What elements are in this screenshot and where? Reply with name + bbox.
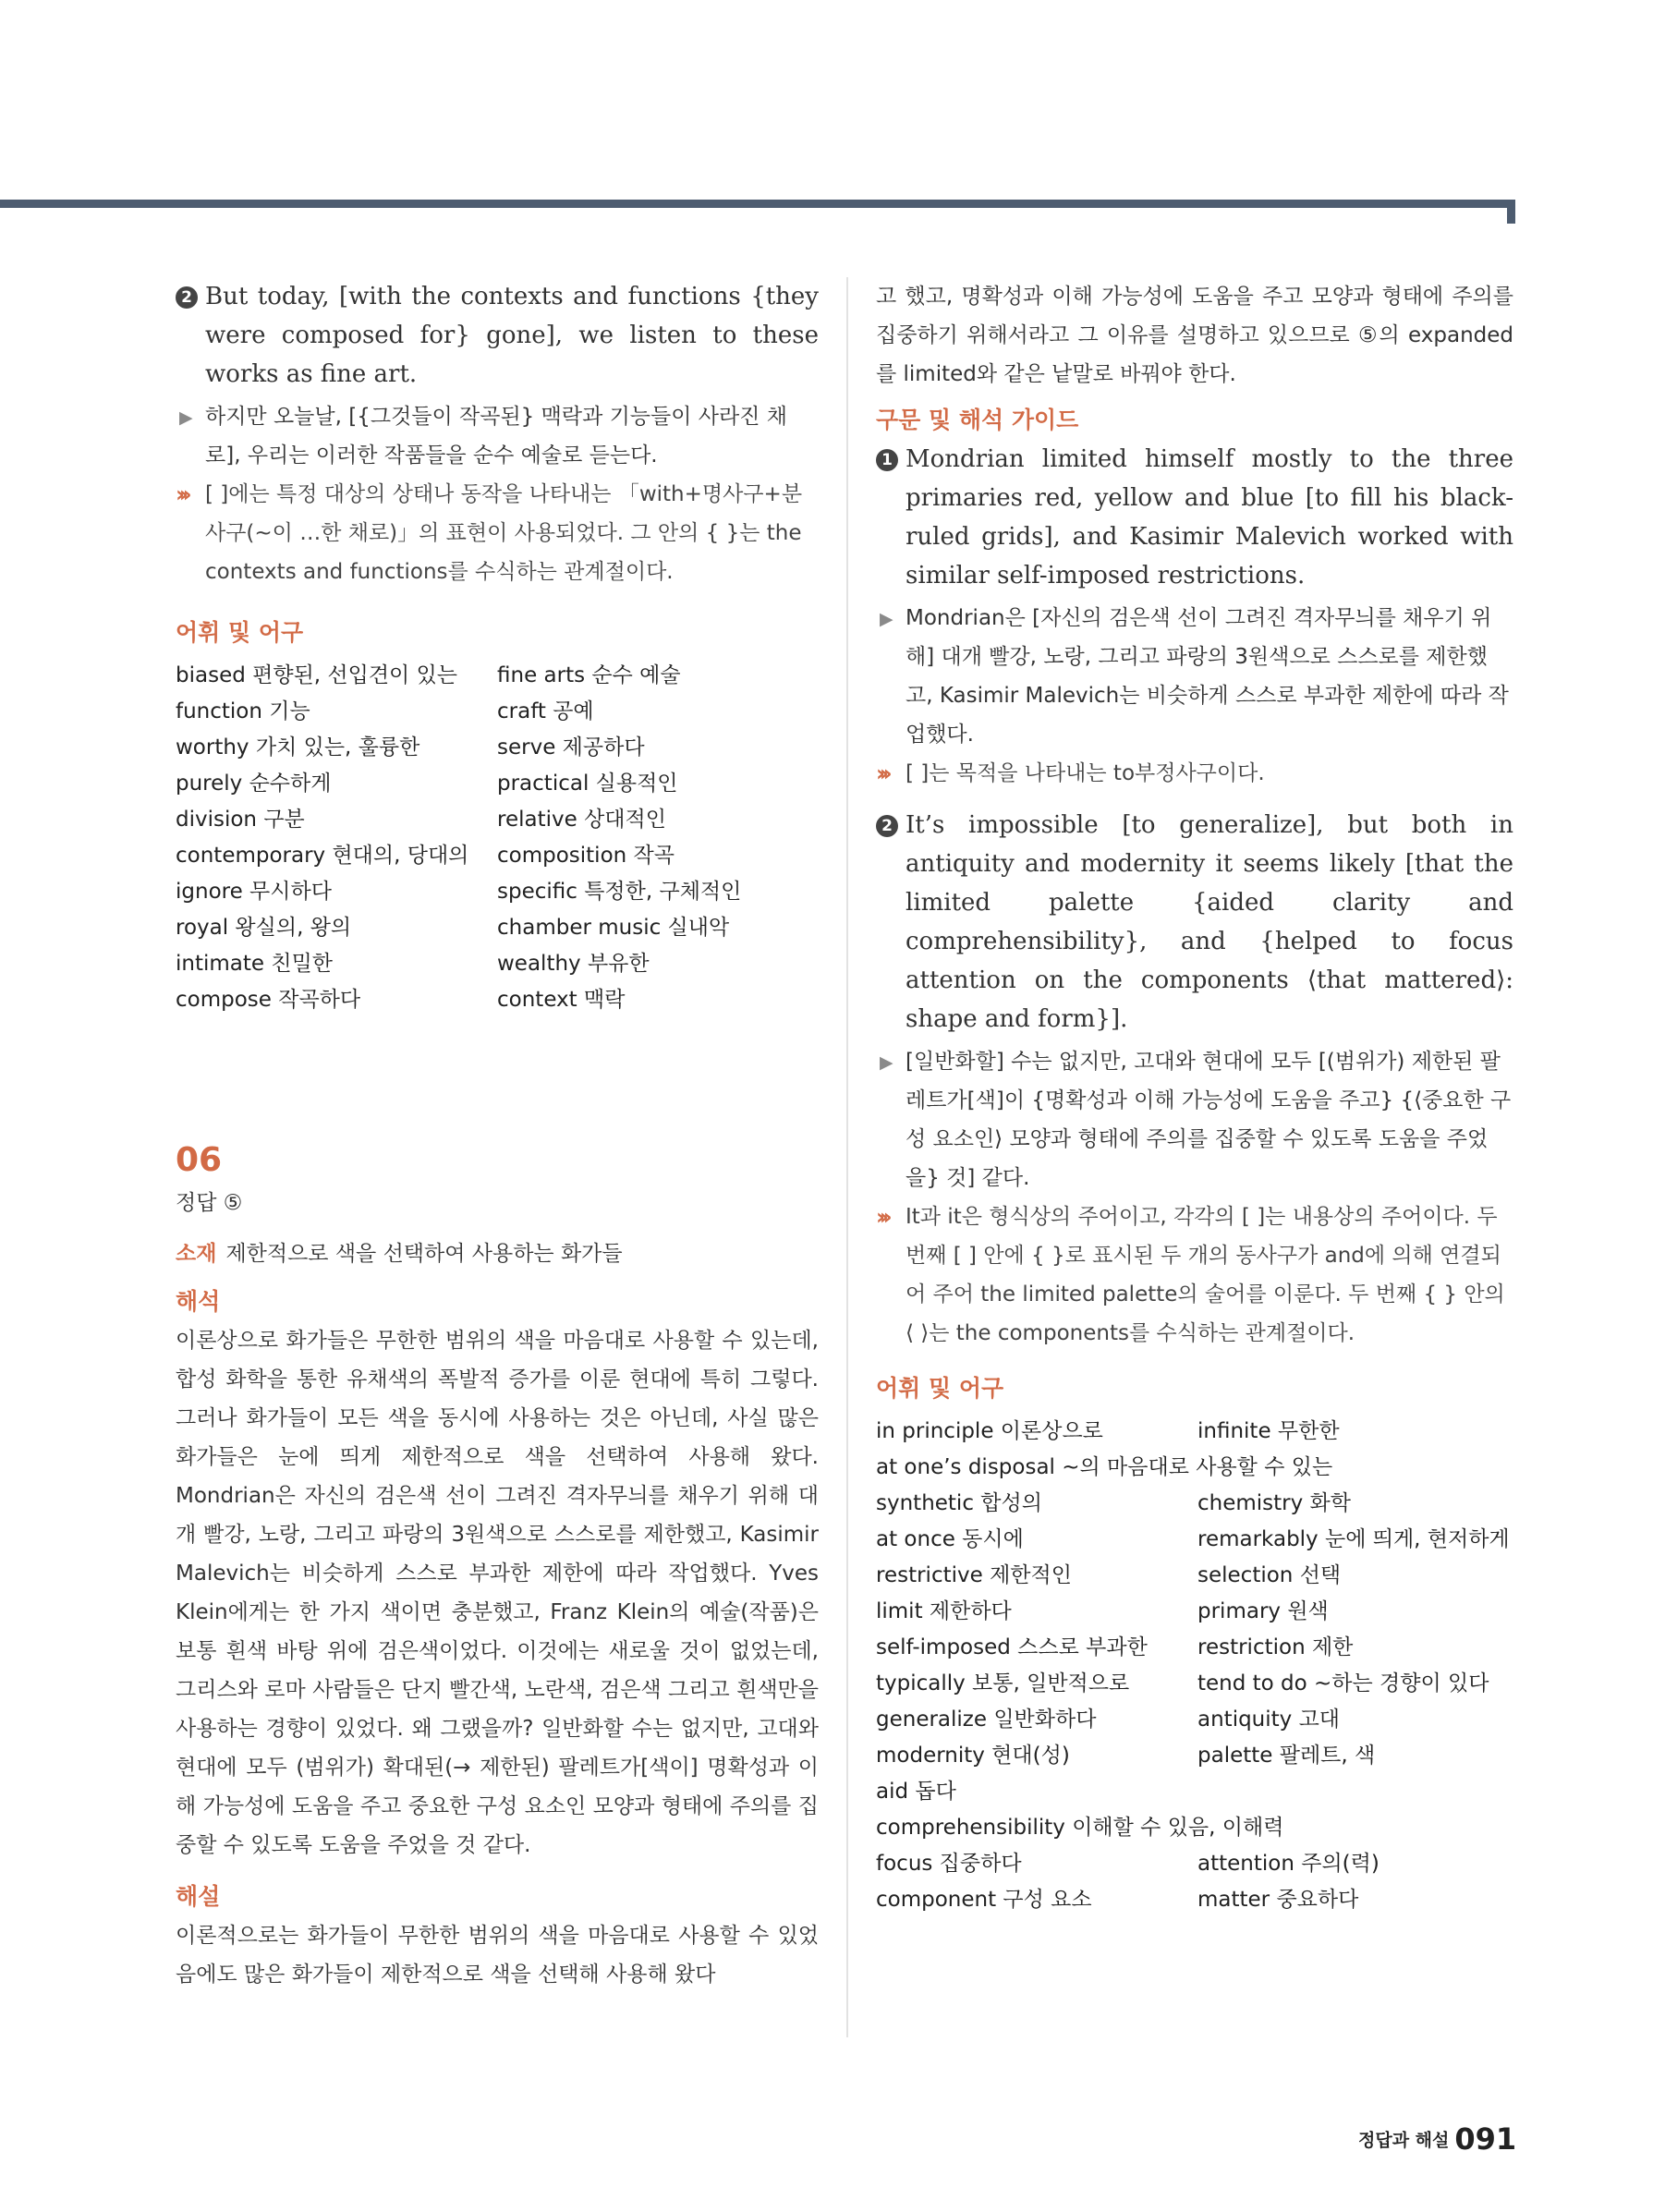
- vocab-heading: 어휘 및 어구: [176, 619, 304, 646]
- vocab-item: fine arts 순수 예술: [497, 663, 681, 687]
- vocab-item: craft 공예: [497, 699, 594, 723]
- vocab-item: aid 돕다: [876, 1780, 956, 1804]
- vocab-list: [176, 658, 819, 1018]
- vocab-item: tend to do ~하는 경향이 있다: [1197, 1671, 1489, 1695]
- vocab-item: focus 집중하다: [876, 1852, 1022, 1876]
- vocab-item: context 맥락: [497, 988, 626, 1012]
- vocab-item: relative 상대적인: [497, 808, 666, 832]
- grammar-note: [876, 754, 1513, 793]
- page-number: 091: [1454, 2121, 1517, 2157]
- column-divider: [846, 277, 848, 2037]
- vocab-item: intimate 친밀한: [176, 952, 334, 976]
- vocab-item: palette 팔레트, 색: [1197, 1744, 1376, 1768]
- translation-text: 하지만 오늘날, [{그것들이 작곡된} 맥락과 기능들이 사라진 채로], 우리는 이러한 작품들을 순수 예술로 듣는다.: [205, 405, 787, 468]
- vocab-item: compose 작곡하다: [176, 988, 361, 1012]
- sentence-text: Mondrian limited himself mostly to the three primaries red, yellow and blue [to fill his black-ruled grids], and Kasimir Malevich worked with similar self-imposed restrictions.: [906, 445, 1513, 589]
- vocab-item: modernity 현대(성): [876, 1744, 1070, 1768]
- grammar-note: [876, 1197, 1513, 1353]
- vocab-list: [876, 1414, 1513, 1918]
- translation-paragraph: 이론상으로 화가들은 무한한 범위의 색을 마음대로 사용할 수 있는데, 합성 화학을 통한 유채색의 폭발적 증가를 이룬 현대에 특히 그렇다. 그러나 화가들이 모든 색을 동시에 사용하는 것은 아닌데, 사실 많은 화가들은 눈에 띄게 제한적으로 색을 선택하여 사용해 왔다. Mondrian은 자신의 검은색 선이 그려진 격자무늬를 채우기 위해 대개 빨강, 노랑, 그리고 파랑의 3원색으로 스스로를 제한했고, Kasimir Malevich는 비슷하게 스스로 부과한 제한에 따라 작업했다. Yves Klein에게는 한 가지 색이면 충분했고, Franz Klein의 예술(작품)은 보통 흰색 바탕 위에 검은색이었다. 이것에는 새로울 것이 없었는데, 그리스와 로마 사람들은 단지 빨간색, 노란색, 검은색 그리고 흰색만을 사용하는 경향이 있었다. 왜 그랬을까? 일반화할 수는 없지만, 고대와 현대에 모두 (범위가) 확대된(→ 제한된) 팔레트가[색이] 명확성과 이해 가능성에 도움을 주고 중요한 구성 요소인 모양과 형태에 주의를 집중할 수 있도록 도움을 주었을 것 같다.: [176, 1329, 819, 1857]
- vocab-item: attention 주의(력): [1197, 1852, 1380, 1876]
- vocab-item: composition 작곡: [497, 844, 675, 868]
- vocab-item: restriction 제한: [1197, 1635, 1354, 1659]
- sentence-2: [176, 277, 819, 394]
- sentence-translation: [876, 1042, 1513, 1197]
- problem-number: 06: [176, 1141, 223, 1179]
- sentence-translation: [876, 599, 1513, 754]
- sentence-translation: [176, 397, 819, 475]
- vocab-item: primary 원색: [1197, 1599, 1329, 1623]
- left-column: [176, 277, 819, 1994]
- triangle-bullet-icon: ▶: [880, 1052, 893, 1073]
- vocab-item: at once 동시에: [876, 1527, 1024, 1551]
- translation-text: Mondrian은 [자신의 검은색 선이 그려진 격자무늬를 채우기 위해] 대개 빨강, 노랑, 그리고 파랑의 3원색으로 스스로를 제한했고, Kasimir Malevich는 비슷하게 스스로 부과한 제한에 따라 작업했다.: [906, 606, 1509, 747]
- double-chevron-icon: ›››: [876, 1204, 887, 1230]
- vocab-item: comprehensibility 이해할 수 있음, 이해력: [876, 1816, 1284, 1840]
- sentence-1: [876, 440, 1513, 595]
- sentence-2: [876, 806, 1513, 1039]
- vocab-item: in principle 이론상으로: [876, 1419, 1103, 1443]
- answer-line: 정답 ⑤: [176, 1191, 243, 1215]
- vocab-item: ignore 무시하다: [176, 880, 332, 904]
- sentence-text: But today, [with the contexts and functions {they were composed for} gone], we listen to these works as fine art.: [205, 283, 819, 388]
- header-rule: [0, 200, 1515, 208]
- note-text: [ ]는 목적을 나타내는 to부정사구이다.: [906, 761, 1265, 785]
- guide-heading: 구문 및 해석 가이드: [876, 407, 1079, 433]
- explanation-heading: 해설: [176, 1883, 221, 1910]
- vocab-item: component 구성 요소: [876, 1888, 1092, 1912]
- vocab-item: at one’s disposal ~의 마음대로 사용할 수 있는: [876, 1455, 1333, 1479]
- topic-label: 소재: [176, 1242, 217, 1266]
- vocab-item: chamber music 실내악: [497, 916, 730, 940]
- footer-label: 정답과 해설: [1358, 2130, 1450, 2151]
- vocab-item: generalize 일반화하다: [876, 1708, 1097, 1732]
- note-text: It과 it은 형식상의 주어이고, 각각의 [ ]는 내용상의 주어이다. 두 번째 [ ] 안에 { }로 표시된 두 개의 동사구가 and에 의해 연결되어 주어 the limited palette의 술어를 이룬다. 두 번째 { } 안의 ⟨ ⟩는 the components를 수식하는 관계절이다.: [906, 1205, 1505, 1345]
- explanation-continuation: 고 했고, 명확성과 이해 가능성에 도움을 주고 모양과 형태에 주의를 집중하기 위해서라고 그 이유를 설명하고 있으므로 ⑤의 expanded를 limited와 같은 낱말로 바꿔야 한다.: [876, 285, 1513, 386]
- page-footer: [1358, 2121, 1516, 2157]
- vocab-item: [1197, 1774, 1512, 1810]
- vocab-item: infinite 무한한: [1197, 1419, 1340, 1443]
- vocab-item: worthy 가치 있는, 훌륭한: [176, 735, 420, 760]
- vocab-item: practical 실용적인: [497, 772, 678, 796]
- number-badge: 2: [876, 815, 898, 837]
- note-text: [ ]에는 특정 대상의 상태나 동작을 나타내는 「with+명사구+분사구(~이 …한 채로)」의 표현이 사용되었다. 그 안의 { }는 the contexts and functions를 수식하는 관계절이다.: [205, 482, 803, 584]
- vocab-item: contemporary 현대의, 당대의: [176, 844, 469, 868]
- vocab-item: division 구분: [176, 808, 305, 832]
- vocab-item: biased 편향된, 선입견이 있는: [176, 663, 458, 687]
- topic-text: 제한적으로 색을 선택하여 사용하는 화가들: [225, 1242, 623, 1266]
- translation-text: [일반화할] 수는 없지만, 고대와 현대에 모두 [(범위가) 제한된 팔레트가[색]이 {명확성과 이해 가능성에 도움을 주고} {⟨중요한 구성 요소인⟩ 모양과 형태에 주의를 집중할 수 있도록 도움을 주었을} 것] 같다.: [906, 1050, 1512, 1190]
- vocab-item: purely 순수하게: [176, 772, 332, 796]
- vocab-item: royal 왕실의, 왕의: [176, 916, 352, 940]
- vocab-item: typically 보통, 일반적으로: [876, 1671, 1130, 1695]
- triangle-bullet-icon: ▶: [880, 609, 893, 629]
- explanation-paragraph: 이론적으로는 화가들이 무한한 범위의 색을 마음대로 사용할 수 있었음에도 많은 화가들이 제한적으로 색을 선택해 사용해 왔다: [176, 1924, 819, 1987]
- vocab-item: limit 제한하다: [876, 1599, 1012, 1623]
- vocab-item: chemistry 화학: [1197, 1491, 1351, 1515]
- vocab-item: synthetic 합성의: [876, 1491, 1042, 1515]
- vocab-item: antiquity 고대: [1197, 1708, 1341, 1732]
- vocab-item: [1197, 1810, 1512, 1846]
- vocab-item: selection 선택: [1197, 1563, 1342, 1587]
- vocab-item: [1197, 1450, 1512, 1486]
- grammar-note: [176, 475, 819, 591]
- sentence-text: It’s impossible [to generalize], but both in antiquity and modernity it seems likely [that the limited palette {aided clarity and comprehensibility}, and {helped to focus attention on the components ⟨that mattered⟩: shape and form}].: [906, 811, 1513, 1033]
- translation-heading: 해석: [176, 1288, 221, 1315]
- vocab-item: specific 특정한, 구체적인: [497, 880, 742, 904]
- double-chevron-icon: ›››: [176, 481, 187, 507]
- vocab-item: serve 제공하다: [497, 735, 645, 760]
- vocab-item: remarkably 눈에 띄게, 현저하게: [1197, 1527, 1510, 1551]
- number-badge: 1: [876, 449, 898, 471]
- header-rule-tick: [1507, 200, 1515, 224]
- vocab-item: self-imposed 스스로 부과한: [876, 1635, 1148, 1659]
- vocab-item: restrictive 제한적인: [876, 1563, 1072, 1587]
- vocab-heading: 어휘 및 어구: [876, 1375, 1004, 1402]
- vocab-item: function 기능: [176, 699, 310, 723]
- vocab-item: matter 중요하다: [1197, 1888, 1359, 1912]
- right-column: [876, 277, 1513, 1918]
- double-chevron-icon: ›››: [876, 760, 887, 786]
- triangle-bullet-icon: ▶: [179, 407, 193, 428]
- vocab-item: wealthy 부유한: [497, 952, 650, 976]
- topic-line: [176, 1234, 819, 1273]
- number-badge: 2: [176, 286, 198, 309]
